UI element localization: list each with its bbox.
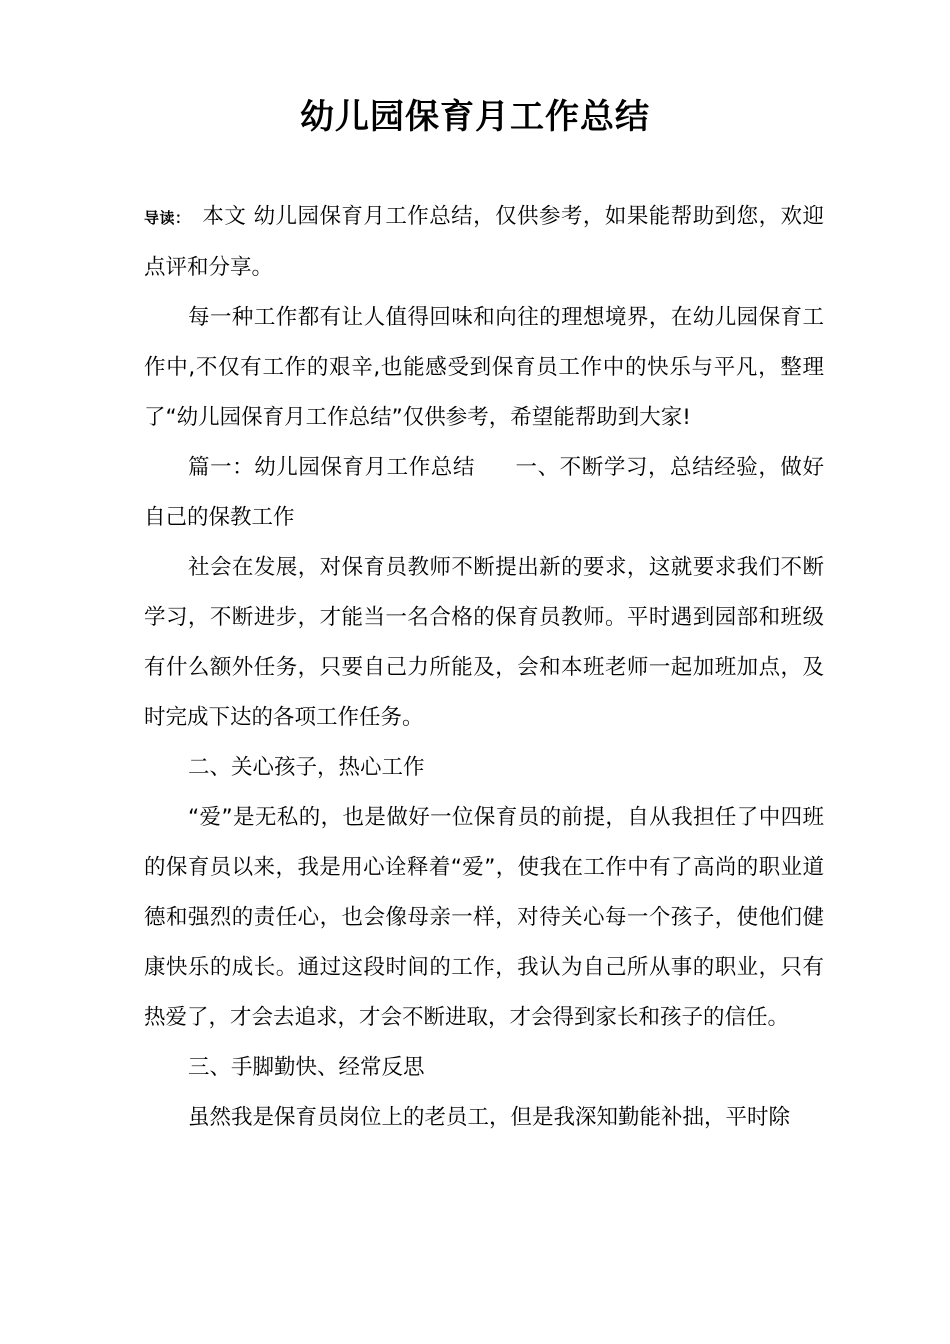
paragraph-opening: 每一种工作都有让人值得回味和向往的理想境界，在幼儿园保育工作中,不仅有工作的艰辛,也能感受到保育员工作中的快乐与平凡，整理了“幼儿园保育月工作总结”仅供参考，希望能帮助到大家!: [144, 305, 824, 430]
section-heading-two: 二、关心孩子，热心工作: [188, 755, 425, 780]
paragraph-learning: 社会在发展，对保育员教师不断提出新的要求，这就要求我们不断学习，不断进步，才能当一名合格的保育员教师。平时遇到园部和班级有什么额外任务，只要自己力所能及，会和本班老师一起加班加点，及时完成下达的各项工作任务。: [144, 555, 824, 730]
paragraph-love: “爱”是无私的，也是做好一位保育员的前提，自从我担任了中四班的保育员以来，我是用心诠释着“爱”，使我在工作中有了高尚的职业道德和强烈的责任心，也会像母亲一样，对待关心每一个孩子，使他们健康快乐的成长。通过这段时间的工作，我认为自己所从事的职业，只有热爱了，才会去追求，才会不断进取，才会得到家长和孩子的信任。: [144, 805, 824, 1030]
document-title: 幼儿园保育月工作总结: [300, 97, 650, 137]
chapter-heading: 篇一：幼儿园保育月工作总结: [188, 455, 475, 480]
section-heading-one: 一、不断学习，总结经验，做好自己的保教工作: [144, 455, 824, 530]
intro-label: 导读：: [144, 209, 191, 227]
intro-text: 本文 幼儿园保育月工作总结，仅供参考，如果能帮助到您，欢迎点评和分享。: [144, 204, 824, 280]
intro-paragraph: [144, 192, 824, 293]
paragraph-diligence: 虽然我是保育员岗位上的老员工，但是我深知勤能补拙，平时除: [188, 1105, 791, 1130]
paragraph-section-one: [144, 443, 824, 543]
document-body: [144, 192, 824, 1143]
section-heading-three: 三、手脚勤快、经常反思: [188, 1055, 425, 1080]
